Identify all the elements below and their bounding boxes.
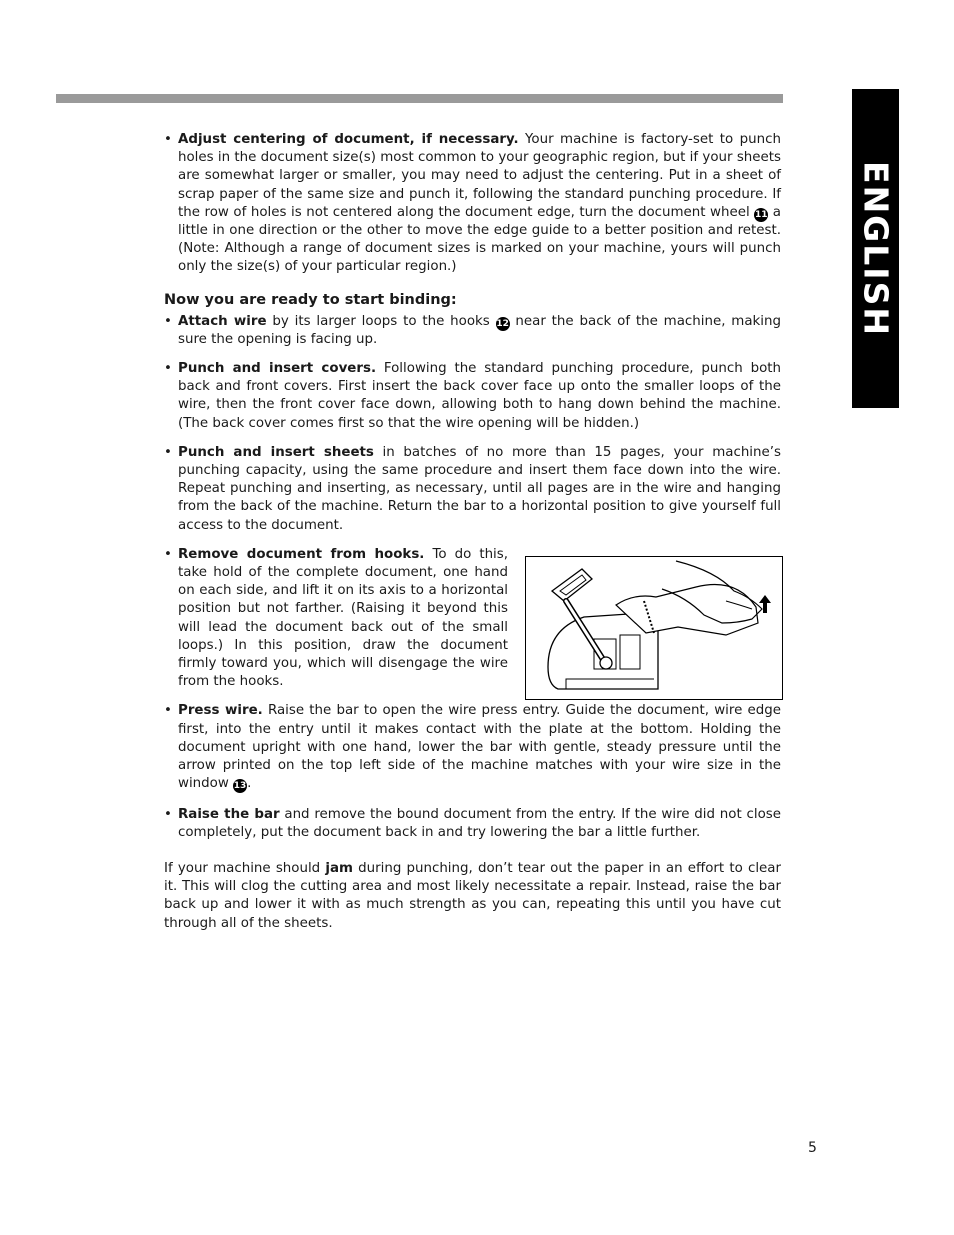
bullet-text: a little in one direction or the other to move the edge guide to a better position and retest. (Note: Although a range of document sizes is marked on your machine, yours will punch only the size(s) of your particular region.) — [178, 204, 781, 275]
bullet-text: To do this, take hold of the complete document, one hand on each side, and lift it on its axis to a horizontal position but not farther. (Raising it beyond this will lead the document back out of the small loops.) In this position, draw the document firmly toward you, which will disengage the wire from the hooks. — [178, 546, 509, 690]
bullet-glyph: • — [164, 444, 172, 460]
section-heading: Now you are ready to start binding: — [164, 291, 457, 308]
bullet-punch-covers — [164, 360, 781, 433]
bullet-title: Punch and insert sheets — [178, 444, 374, 460]
bullet-raise-bar — [164, 806, 781, 842]
bullet-punch-sheets — [164, 444, 781, 535]
language-tab-label: ENGLISH — [856, 160, 895, 337]
bullet-adjust-centering — [164, 131, 781, 277]
jam-paragraph — [164, 860, 781, 933]
bullet-attach-wire — [164, 313, 781, 349]
bullet-title: Press wire. — [178, 703, 263, 719]
main-content — [164, 131, 781, 933]
paragraph-text: during punching, don’t tear out the paper in an effort to clear it. This will clog the cutting area and most likely necessitate a repair. Instead, raise the bar back up and lower it with as much strength as you can, repeating this until you have cut through all of the sheets. — [164, 860, 781, 931]
bullet-glyph: • — [164, 546, 172, 562]
callout-number-13: 13 — [233, 781, 247, 792]
bullet-text: in batches of no more than 15 pages, your machine’s punching capacity, using the same procedure and insert them face down into the wire. Repeat punching and inserting, as necessary, until all pages are in the wire and hanging from the back of the machine. Return the bar to a horizontal position to give yourself full access to the document. — [178, 444, 781, 533]
bullet-press-wire — [164, 702, 781, 793]
bullet-title: Remove document from hooks. — [178, 546, 425, 562]
bullet-glyph: • — [164, 361, 172, 377]
bullet-title: Attach wire — [178, 313, 267, 329]
bullet-glyph: • — [164, 313, 172, 329]
bullet-text: Raise the bar to open the wire press entry. Guide the document, wire edge first, into the entry until it makes contact with the plate at the bottom. Holding the document upright with one hand, lower the bar with gentle, steady pressure until the arrow printed on the top left side of the machine matches with your wire size in the window — [178, 703, 781, 792]
bullet-text: and remove the bound document from the entry. If the wire did not close completely, put the document back in and try lowering the bar a little further. — [178, 806, 781, 840]
page-number: 5 — [808, 1140, 817, 1156]
header-rule — [56, 94, 783, 103]
bullet-text: near the back of the machine, making sure the opening is facing up. — [178, 313, 782, 347]
binding-machine-drawing — [526, 557, 782, 699]
bullet-title: Punch and insert covers. — [178, 361, 377, 377]
callout-number-11: 11 — [754, 209, 768, 220]
bullet-text: Your machine is factory-set to punch holes in the document size(s) most common to your geographic region, but if your sheets are somewhat larger or smaller, you may need to adjust the centering. Put in a sheet of scrap paper of the same size and punch it, following the standard punching procedure. If the row of holes is not centered along the document edge, turn the document wheel — [178, 132, 781, 220]
bullet-remove-document — [164, 546, 508, 692]
bullet-title: Raise the bar — [178, 806, 280, 822]
bullet-text: Following the standard punching procedure, punch both back and front covers. First insert the back cover face up onto the smaller loops of the wire, then the front cover face down, allowing both to hang down behind the machine. (The back cover comes first so that the wire opening will be hidden.) — [178, 361, 782, 431]
bullet-title: Adjust centering of document, if necessary. — [178, 132, 519, 147]
bullet-text: . — [247, 776, 252, 792]
language-tab — [852, 89, 899, 408]
callout-number-12: 12 — [496, 318, 509, 329]
bullet-text: by its larger loops to the hooks — [266, 313, 496, 329]
bullet-glyph: • — [164, 806, 172, 822]
bullet-glyph: • — [164, 132, 172, 147]
bullet-glyph: • — [164, 703, 172, 719]
binding-machine-illustration — [525, 556, 783, 700]
paragraph-text: If your machine should — [164, 860, 326, 876]
jam-keyword: jam — [325, 860, 353, 876]
